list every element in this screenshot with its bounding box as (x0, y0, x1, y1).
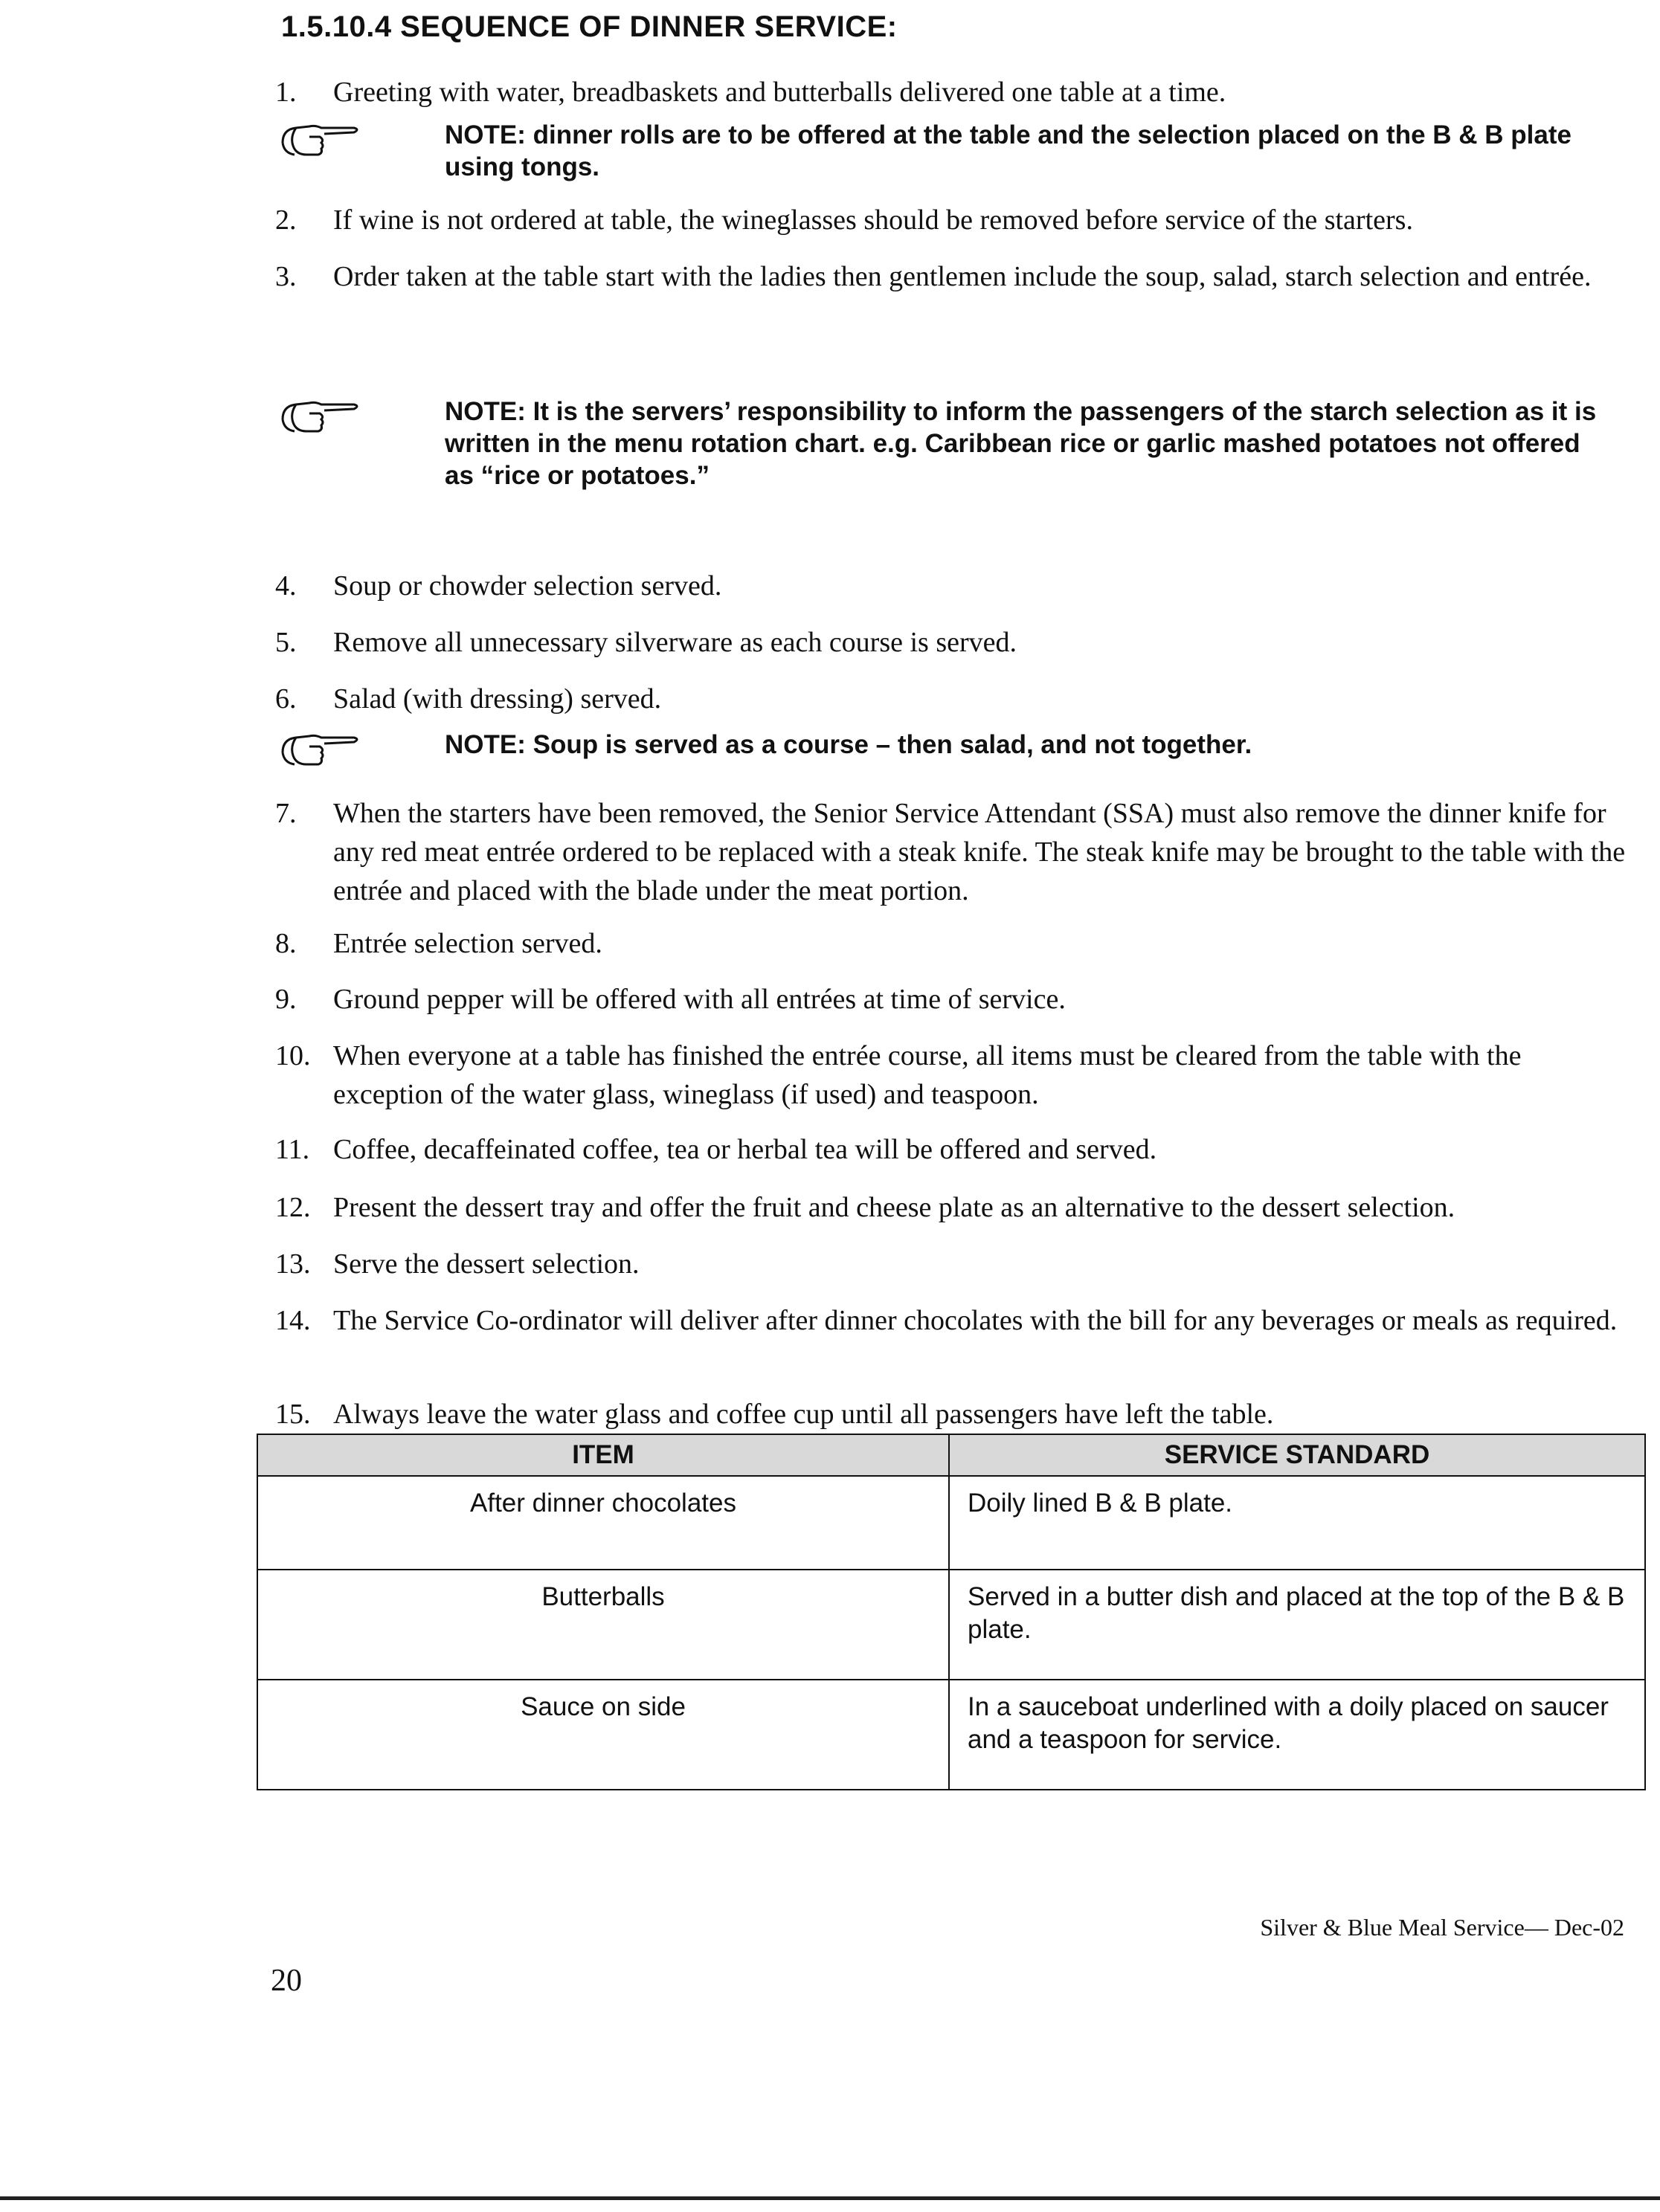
item-text: Salad (with dressing) served. (333, 683, 662, 715)
item-number: 14. (275, 1305, 311, 1336)
table-cell-item: Sauce on side (257, 1680, 949, 1790)
note-block (280, 119, 1608, 183)
item-number: 4. (275, 570, 297, 602)
list-item (275, 680, 1630, 718)
item-number: 1. (275, 77, 297, 108)
list-item (275, 623, 1630, 662)
pointing-hand-icon (280, 120, 361, 159)
table-cell-standard: In a sauceboat underlined with a doily placed on saucer and a teaspoon for service. (949, 1680, 1645, 1790)
list-item (275, 794, 1630, 910)
item-number: 13. (275, 1248, 311, 1280)
item-number: 9. (275, 984, 297, 1015)
pointing-hand-icon (280, 730, 361, 769)
item-text: Order taken at the table start with the ladies then gentlemen include the soup, salad, starch selection and entrée. (333, 261, 1592, 292)
column-header-item: ITEM (257, 1434, 949, 1476)
item-text: Always leave the water glass and coffee cup until all passengers have left the table. (333, 1399, 1274, 1430)
item-number: 3. (275, 261, 297, 292)
item-number: 10. (275, 1040, 311, 1071)
list-item (275, 201, 1630, 239)
note-text: NOTE: Soup is served as a course – then salad, and not together. (445, 730, 1252, 759)
list-item (275, 1395, 1630, 1434)
item-text: Soup or chowder selection served. (333, 570, 722, 602)
item-text: Remove all unnecessary silverware as each course is served. (333, 627, 1017, 658)
item-number: 8. (275, 928, 297, 959)
list-item (275, 1130, 1630, 1169)
item-text: Coffee, decaffeinated coffee, tea or herbal tea will be offered and served. (333, 1134, 1157, 1165)
list-item (275, 73, 1630, 112)
table-cell-standard: Served in a butter dish and placed at the top of the B & B plate. (949, 1570, 1645, 1680)
item-text: When everyone at a table has finished the entrée course, all items must be cleared from the table with the exception of the water glass, wineglass (if used) and teaspoon. (333, 1040, 1522, 1110)
page-number: 20 (271, 1964, 302, 1998)
item-number: 12. (275, 1192, 311, 1223)
table-row (257, 1570, 1645, 1680)
table-row (257, 1680, 1645, 1790)
item-text: When the starters have been removed, the Senior Service Attendant (SSA) must also remove the dinner knife for any red meat entrée ordered to be replaced with a steak knife. The steak knife may be brought to the table with the entrée and placed with the blade under the meat portion. (333, 798, 1626, 906)
item-text: Present the dessert tray and offer the fruit and cheese plate as an alternative to the dessert selection. (333, 1192, 1455, 1223)
item-text: If wine is not ordered at table, the wineglasses should be removed before service of the starters. (333, 204, 1413, 236)
item-number: 11. (275, 1134, 310, 1165)
item-number: 5. (275, 627, 297, 658)
list-item (275, 924, 1630, 963)
item-text: The Service Co-ordinator will deliver after dinner chocolates with the bill for any beverages or meals as required. (333, 1305, 1618, 1336)
item-text: Entrée selection served. (333, 928, 602, 959)
list-item (275, 567, 1630, 605)
note-block (280, 729, 1608, 761)
table-cell-standard: Doily lined B & B plate. (949, 1476, 1645, 1570)
list-item (275, 1301, 1630, 1340)
service-standard-table (257, 1434, 1646, 1790)
item-number: 2. (275, 204, 297, 236)
table-cell-item: After dinner chocolates (257, 1476, 949, 1570)
item-text: Greeting with water, breadbaskets and butterballs delivered one table at a time. (333, 77, 1226, 108)
item-text: Ground pepper will be offered with all entrées at time of service. (333, 984, 1066, 1015)
note-text: NOTE: dinner rolls are to be offered at the table and the selection placed on the B & B plate using tongs. (445, 120, 1571, 181)
bottom-divider (0, 2196, 1660, 2200)
list-item (275, 1188, 1630, 1227)
list-item (275, 257, 1630, 296)
list-item (275, 1245, 1630, 1283)
list-item (275, 1036, 1630, 1114)
item-number: 7. (275, 798, 297, 829)
table-cell-item: Butterballs (257, 1570, 949, 1680)
item-text: Serve the dessert selection. (333, 1248, 640, 1280)
item-number: 6. (275, 683, 297, 715)
section-heading: 1.5.10.4 SEQUENCE OF DINNER SERVICE: (281, 10, 898, 43)
table-row (257, 1476, 1645, 1570)
note-text: NOTE: It is the servers’ responsibility to inform the passengers of the starch selection as it is written in the menu rotation chart. e.g. Caribbean rice or garlic mashed potatoes not offered as “rice or potatoes.” (445, 397, 1597, 490)
list-item (275, 980, 1630, 1019)
table-header-row (257, 1434, 1645, 1476)
item-number: 15. (275, 1399, 311, 1430)
note-block (280, 396, 1608, 491)
page-footer: Silver & Blue Meal Service— Dec-02 (1260, 1914, 1624, 1941)
pointing-hand-icon (280, 397, 361, 436)
column-header-service-standard: SERVICE STANDARD (949, 1434, 1645, 1476)
